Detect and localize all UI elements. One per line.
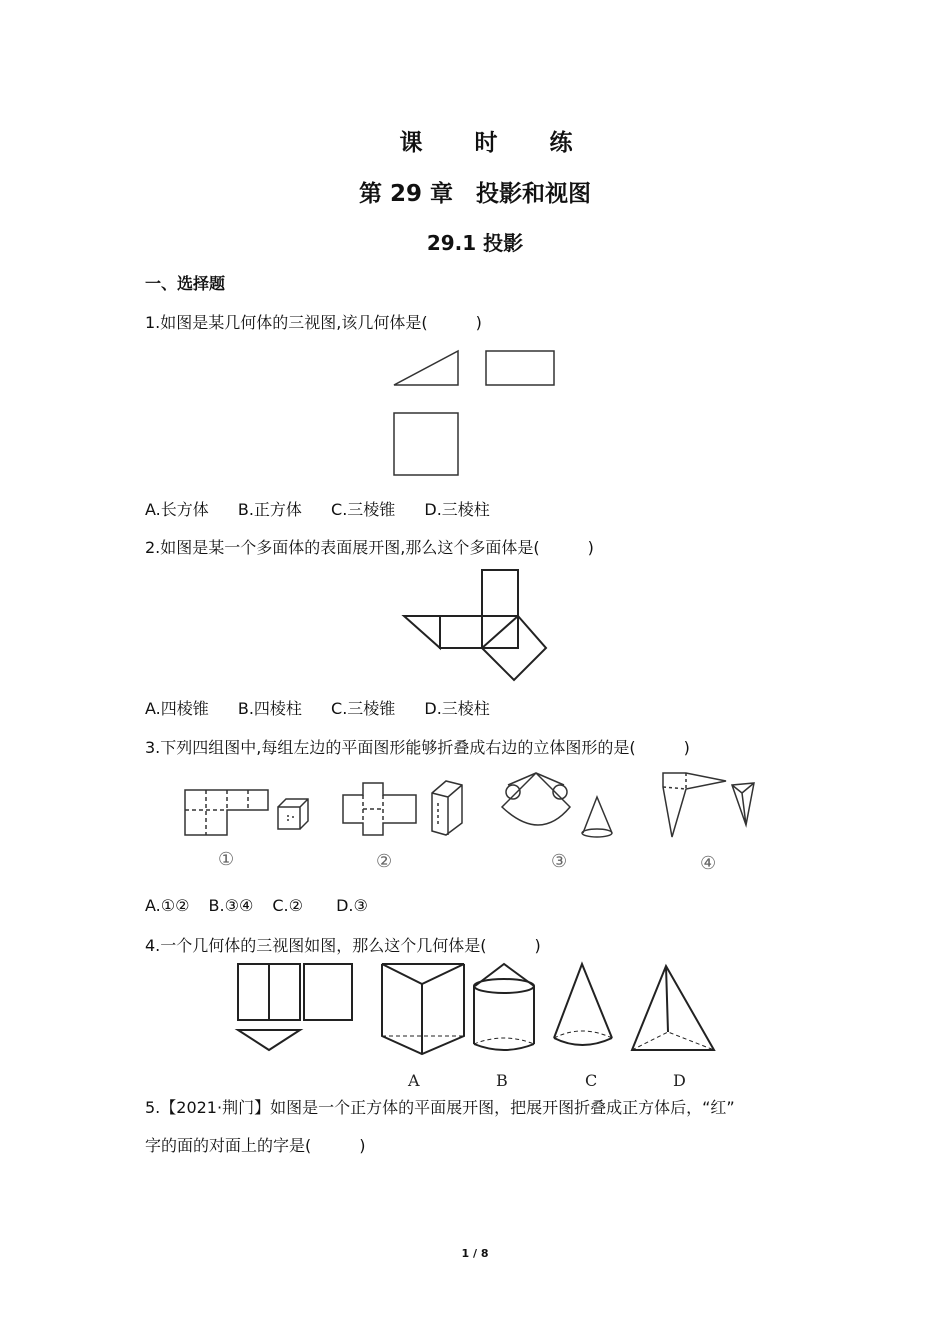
chapter-title: 第 29 章 投影和视图 [358, 181, 592, 207]
q3-group-1-cube [278, 799, 308, 829]
q4-label-b: B [496, 1071, 508, 1090]
q2-option-b[interactable]: B.四棱柱 [237, 699, 302, 718]
q3-option-b[interactable]: B.③④ [208, 896, 254, 915]
q2-option-d[interactable]: D.三棱柱 [424, 699, 490, 718]
q4-option-a-prism [382, 964, 464, 1054]
q3-figures [180, 765, 780, 877]
q3-option-c[interactable]: C.② [272, 896, 303, 915]
page-number: 1 / 8 [461, 1247, 489, 1260]
q4-label-d: D [673, 1071, 686, 1090]
q1-option-c[interactable]: C.三棱锥 [331, 500, 396, 519]
question-5-text-line-2: 字的面的对面上的字是( ) [145, 1136, 366, 1155]
q1-rectangle-view [486, 351, 554, 385]
q1-option-d[interactable]: D.三棱柱 [424, 500, 490, 519]
q3-label-4: ④ [700, 853, 717, 874]
q2-option-c[interactable]: C.三棱锥 [331, 699, 396, 718]
q4-option-d-pyramid [632, 966, 714, 1050]
q3-group-4-net [663, 773, 726, 837]
question-2-text: 2.如图是某一个多面体的表面展开图,那么这个多面体是( ) [145, 538, 594, 557]
main-title: 课 时 练 [399, 130, 595, 156]
q1-triangle-view [394, 351, 458, 385]
q1-option-a[interactable]: A.长方体 [145, 500, 209, 519]
q3-group-3-net [502, 773, 570, 825]
q3-group-4-pyramid [732, 783, 754, 825]
section-title: 29.1 投影 [426, 231, 524, 255]
question-1-text: 1.如图是某几何体的三视图,该几何体是( ) [145, 313, 482, 332]
q3-group-2-prism [432, 781, 462, 835]
q3-label-3: ③ [551, 851, 568, 872]
q2-top-square [482, 570, 518, 616]
q4-three-views [238, 964, 352, 1050]
question-5-text-line-1: 5.【2021·荆门】如图是一个正方体的平面展开图，把展开图折叠成正方体后，“红” [145, 1098, 735, 1117]
question-3-text: 3.下列四组图中,每组左边的平面图形能够折叠成右边的立体图形的是( ) [145, 738, 690, 757]
question-2-options [145, 696, 514, 719]
q1-option-b[interactable]: B.正方体 [237, 500, 302, 519]
q3-group-3-cone [582, 797, 612, 837]
q2-left-triangle [404, 616, 440, 648]
q4-label-c: C [585, 1071, 598, 1090]
q4-option-c-cone [554, 964, 612, 1045]
section-heading: 一、选择题 [145, 274, 226, 293]
q2-option-a[interactable]: A.四棱锥 [145, 699, 209, 718]
q3-group-1-net [185, 790, 268, 835]
q4-option-b-cylinder-cone [474, 964, 534, 1050]
q2-middle-rect-1 [440, 616, 482, 648]
q3-group-2-net [343, 783, 416, 835]
q3-option-d[interactable]: D.③ [336, 896, 368, 915]
question-1-options [145, 497, 514, 520]
q3-option-a[interactable]: A.①② [145, 896, 190, 915]
q4-figures [230, 958, 730, 1090]
q1-square-view [394, 413, 458, 475]
q4-label-a: A [408, 1071, 420, 1090]
question-3-options [145, 896, 392, 915]
q1-three-views-figure [390, 345, 560, 480]
q2-net-figure [400, 568, 550, 683]
q3-label-2: ② [376, 851, 393, 872]
q3-label-1: ① [218, 849, 235, 870]
question-4-text: 4.一个几何体的三视图如图，那么这个几何体是( ) [145, 936, 541, 955]
